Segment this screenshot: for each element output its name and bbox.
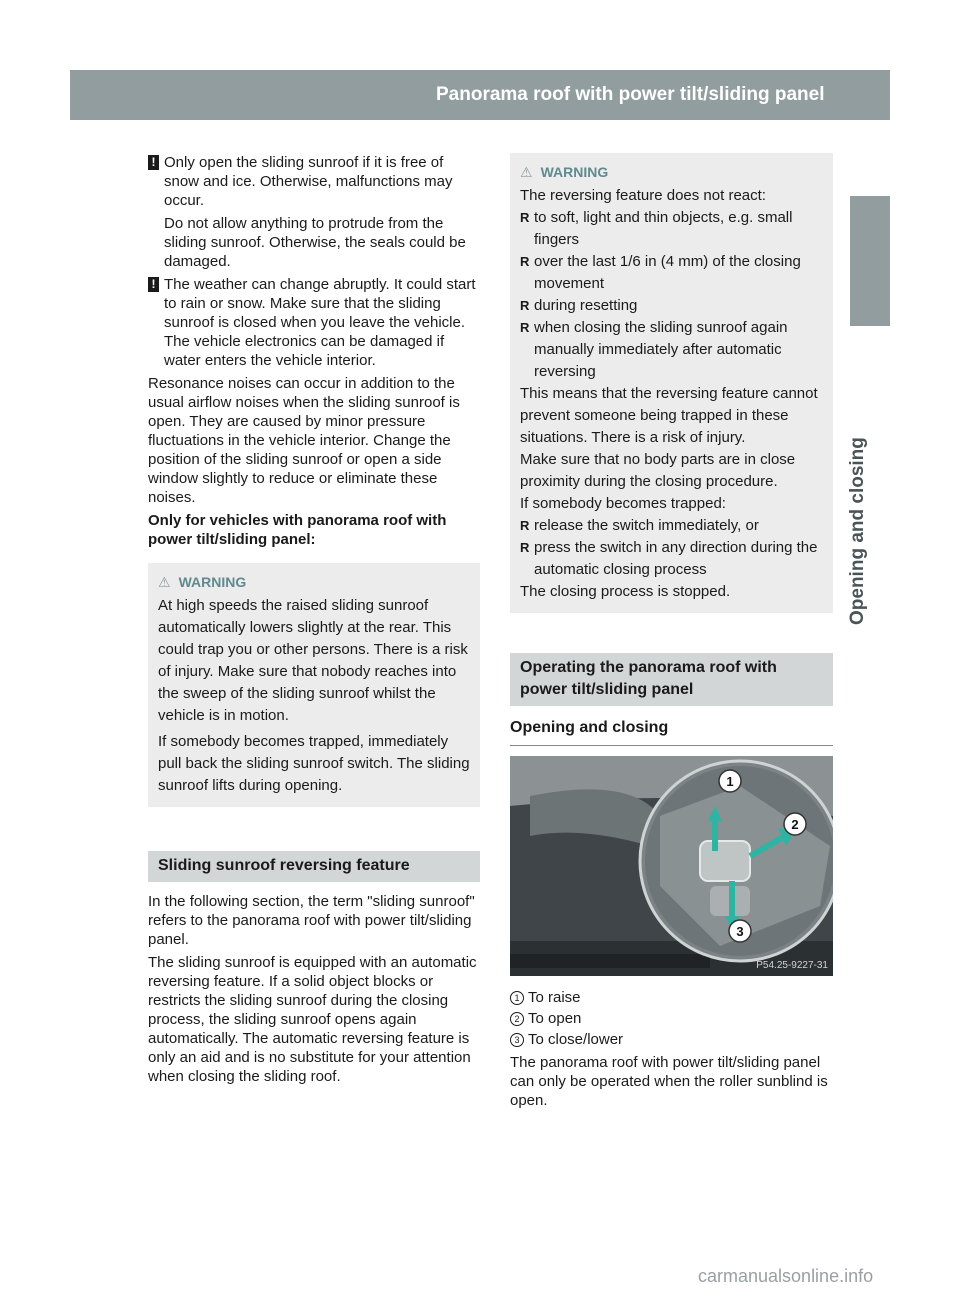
list-item: R to soft, light and thin objects, e.g. small fingers <box>520 209 793 248</box>
side-section-label: Opening and closing <box>847 437 868 625</box>
warning-text: If somebody becomes trapped, immediately pull back the sliding sunroof switch. The sliding sunroof lifts during opening. <box>158 733 470 794</box>
callout-2: 2 <box>791 817 799 832</box>
warning-text: At high speeds the raised sliding sunroof automatically lowers slightly at the rear. This could trap you or other persons. There is a risk of injury. Make sure that nobody reaches into the sweep of the sliding sunroof whilst the vehicle is in motion. <box>158 597 468 724</box>
warning-title: WARNING <box>178 574 247 590</box>
figure-legend <box>510 988 833 1049</box>
side-tab-marker <box>850 196 890 326</box>
legend-item: 1 To raise <box>510 988 833 1007</box>
left-column <box>148 153 480 1090</box>
list-item: R press the switch in any direction during the automatic closing process <box>520 539 818 578</box>
warning-text: The reversing feature does not react: <box>520 187 766 204</box>
body-paragraph: The panorama roof with power tilt/sliding panel can only be operated when the roller sunblind is open. <box>510 1054 828 1109</box>
warning-box <box>510 153 833 613</box>
warning-text: Make sure that no body parts are in close proximity during the closing procedure. <box>520 451 796 490</box>
legend-item: 3 To close/lower <box>510 1030 833 1049</box>
warning-box <box>148 563 480 807</box>
right-column <box>510 153 833 1114</box>
caution-note <box>148 153 480 271</box>
warning-text: If somebody becomes trapped: <box>520 495 726 512</box>
warning-text: This means that the reversing feature cannot prevent someone being trapped in these situations. There is a risk of injury. <box>520 385 818 446</box>
note-text: The weather can change abruptly. It could start to rain or snow. Make sure that the sliding sunroof is closed when you leave the vehicle. The vehicle electronics can be damaged if water enters the vehicle interior. <box>164 276 476 369</box>
watermark: carmanualsonline.info <box>698 1266 874 1286</box>
warning-list <box>520 515 823 581</box>
body-paragraph: The sliding sunroof is equipped with an automatic reversing feature. If a solid object blocks or restricts the sliding sunroof during the closing process, the sliding sunroof opens again automatically. The automatic reversing feature is only an aid and is no substitute for your attention when closing the sliding roof. <box>148 954 477 1085</box>
warning-list <box>520 207 823 383</box>
note-text: Only open the sliding sunroof if it is free of snow and ice. Otherwise, malfunctions may occur. <box>164 154 453 209</box>
sub-heading: Opening and closing <box>510 706 833 746</box>
section-heading: Sliding sunroof reversing feature <box>148 851 480 882</box>
figure-code: P54.25-9227-31 <box>756 960 828 971</box>
warning-heading <box>158 571 470 593</box>
list-item: R during resetting <box>520 297 638 314</box>
legend-item: 2 To open <box>510 1009 833 1028</box>
note-text: Do not allow anything to protrude from the sliding sunroof. Otherwise, the seals could be damaged. <box>164 215 466 270</box>
body-paragraph: Resonance noises can occur in addition to the usual airflow noises when the sliding sunroof is open. They are caused by minor pressure fluctuations in the vehicle interior. Change the position of the sliding sunroof or open a side window slightly to reduce or eliminate these noises. <box>148 375 460 506</box>
photo-illustration <box>510 756 833 976</box>
warning-heading <box>520 161 823 183</box>
list-item: R when closing the sliding sunroof again manually immediately after automatic reversing <box>520 319 788 380</box>
section-heading: Operating the panorama roof with power tilt/sliding panel <box>510 653 833 706</box>
warning-triangle-icon: ⚠ <box>158 574 171 590</box>
body-paragraph: In the following section, the term "sliding sunroof" refers to the panorama roof with power tilt/sliding panel. <box>148 893 475 948</box>
list-item: R release the switch immediately, or <box>520 517 759 534</box>
warning-text: The closing process is stopped. <box>520 583 731 600</box>
overhead-control-panel-photo <box>510 756 833 976</box>
caution-note <box>148 275 480 370</box>
list-item: R over the last 1/6 in (4 mm) of the closing movement <box>520 253 801 292</box>
page-header <box>70 70 943 120</box>
warning-triangle-icon: ⚠ <box>520 164 533 180</box>
bold-paragraph: Only for vehicles with panorama roof with power tilt/sliding panel: <box>148 512 447 548</box>
callout-1: 1 <box>726 774 734 789</box>
warning-title: WARNING <box>540 164 609 180</box>
exclamation-icon: ! <box>148 155 159 170</box>
header-title: Panorama roof with power tilt/sliding panel <box>436 84 825 105</box>
page-number: 91 <box>920 84 943 105</box>
exclamation-icon: ! <box>148 277 159 292</box>
callout-3: 3 <box>736 924 744 939</box>
